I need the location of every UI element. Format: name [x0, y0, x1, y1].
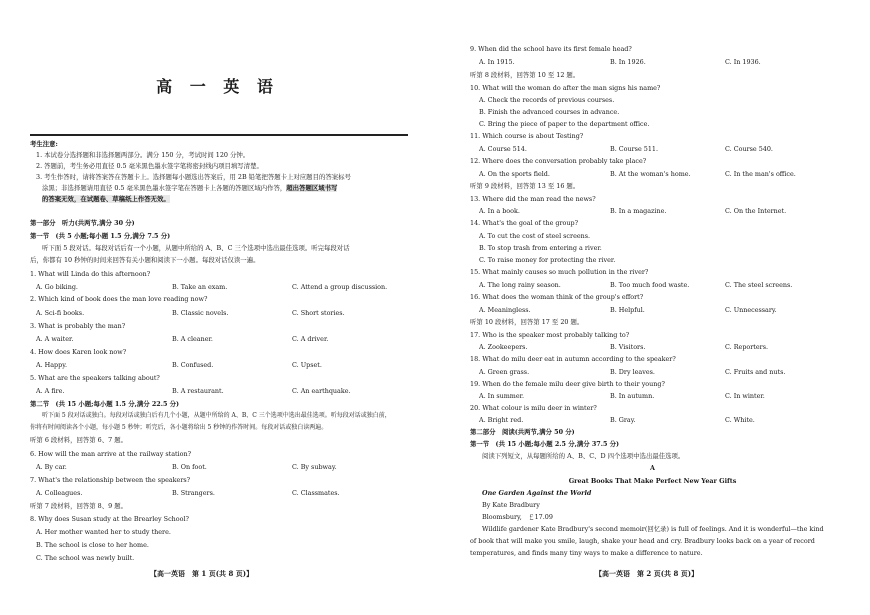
q7-option-c: C. Classmates. — [292, 489, 340, 497]
q19-option-c: C. In winter. — [725, 392, 765, 400]
q12-option-c: C. In the man's office. — [725, 170, 796, 178]
q12-option-a: A. On the sports field. — [479, 170, 550, 178]
book-author: By Kate Bradbury — [482, 501, 540, 509]
book-title: One Garden Against the World — [482, 489, 592, 497]
q11-option-c: C. Course 540. — [725, 145, 773, 153]
q10-option-a: A. Check the records of previous courses. — [479, 96, 615, 104]
question-8: 8. Why does Susan study at the Brearley School? — [30, 515, 189, 523]
question-13: 13. Where did the man read the news? — [470, 195, 596, 203]
question-11: 11. Which course is about Testing? — [470, 132, 584, 140]
question-3: 3. What is probably the man? — [30, 322, 126, 330]
sec1-heading: 第一节 (共 5 小题;每小题 1.5 分,满分 7.5 分) — [30, 232, 171, 240]
q5-option-c: C. An earthquake. — [292, 387, 351, 395]
q8-option-b: B. The school is close to her home. — [36, 541, 149, 549]
sec2-material-7: 听第 7 段材料，回答第 8、9 题。 — [30, 502, 128, 510]
q19-option-b: B. In autumn. — [610, 392, 655, 400]
q11-option-a: A. Course 514. — [479, 145, 527, 153]
notice-line-1: 1. 本试卷分选择题和非选择题两部分。满分 150 分，考试时间 120 分钟。 — [36, 151, 250, 159]
question-7: 7. What's the relationship between the speakers? — [30, 476, 191, 484]
passage-title: Great Books That Make Perfect New Year Gifts — [568, 477, 737, 485]
q16-option-a: A. Meaningless. — [479, 306, 531, 314]
right-page — [435, 0, 870, 615]
question-2: 2. Which kind of book does the man love reading now? — [30, 295, 208, 303]
q4-option-c: C. Upset. — [292, 361, 322, 369]
q2-option-a: A. Sci-fi books. — [36, 309, 85, 317]
q3-option-c: C. A driver. — [292, 335, 329, 343]
q1-option-b: B. Take an exam. — [172, 283, 228, 291]
q10-option-c: C. Bring the piece of paper to the department office. — [479, 120, 650, 128]
q5-option-b: B. A restaurant. — [172, 387, 224, 395]
q13-option-a: A. In a book. — [479, 207, 520, 215]
question-5: 5. What are the speakers talking about? — [30, 374, 160, 382]
q4-option-a: A. Happy. — [36, 361, 68, 369]
question-6: 6. How will the man arrive at the railway station? — [30, 450, 192, 458]
left-footer: 【高一英语 第 1 页(共 8 页)】 — [150, 569, 254, 578]
question-1: 1. What will Linda do this afternoon? — [30, 270, 151, 278]
reading-sec1-heading: 第一节 (共 15 小题;每小题 2.5 分,满分 37.5 分) — [470, 440, 620, 448]
q14-option-b: B. To stop trash from entering a river. — [479, 244, 602, 252]
q17-option-b: B. Visitors. — [610, 343, 646, 351]
notice-header: 考生注意: — [30, 140, 58, 148]
notice-line-4-text: 涂黑；非选择题请用直径 0.5 毫米黑色墨水签字笔在答题卡上各题的答题区域内作答， — [42, 184, 287, 192]
question-18: 18. What do milu deer eat in autumn according to the speaker? — [470, 355, 676, 363]
q18-option-b: B. Dry leaves. — [610, 368, 655, 376]
book-description-1: Wildlife gardener Kate Bradbury's second memoir(回忆录) is full of feelings. And it is wonderful—the kind — [482, 525, 824, 533]
question-10: 10. What will the woman do after the man signs his name? — [470, 84, 661, 92]
book-description-2: of book that will make you smile, laugh, shake your head and cry. Bradbury looks back on a year of record — [470, 537, 815, 545]
q8-option-a: A. Her mother wanted her to study there. — [36, 528, 171, 536]
q15-option-c: C. The steel screens. — [725, 281, 793, 289]
sec2-heading: 第二节 (共 15 小题;每小题 1.5 分,满分 22.5 分) — [30, 400, 180, 408]
sec2-instruction-3: 听第 6 段材料，回答第 6、7 题。 — [30, 436, 128, 444]
q19-option-a: A. In summer. — [479, 392, 525, 400]
q14-option-c: C. To raise money for protecting the river. — [479, 256, 616, 264]
question-20: 20. What colour is milu deer in winter? — [470, 404, 597, 412]
q20-option-c: C. White. — [725, 416, 755, 424]
q17-option-a: A. Zookeepers. — [479, 343, 528, 351]
q14-option-a: A. To cut the cost of steel screens. — [479, 232, 591, 240]
book-description-3: temperatures, and finds many tiny ways to make a difference to nature. — [470, 549, 703, 557]
q15-option-a: A. The long rainy season. — [479, 281, 561, 289]
question-16: 16. What does the woman think of the group's effort? — [470, 293, 644, 301]
question-4: 4. How does Karen look now? — [30, 348, 127, 356]
part2-heading: 第二部分 阅读(共两节,满分 50 分) — [470, 428, 575, 436]
q6-option-a: A. By car. — [36, 463, 67, 471]
q11-option-b: B. Course 511. — [610, 145, 658, 153]
q17-option-c: C. Reporters. — [725, 343, 769, 351]
q8-option-c: C. The school was newly built. — [36, 554, 135, 562]
q3-option-a: A. A waiter. — [36, 335, 74, 343]
q3-option-b: B. A cleaner. — [172, 335, 213, 343]
q6-option-b: B. On foot. — [172, 463, 207, 471]
q15-option-b: B. Too much food waste. — [610, 281, 690, 289]
q9-option-a: A. In 1915. — [479, 58, 515, 66]
right-footer: 【高一英语 第 2 页(共 8 页)】 — [595, 569, 699, 578]
q20-option-b: B. Gray. — [610, 416, 636, 424]
q12-option-b: B. At the woman's home. — [610, 170, 691, 178]
sec1-instruction-1: 听下面 5 段对话。每段对话后有一个小题，从题中所给的 A、B、C 三个选项中选出最佳选项。听完每段对话 — [42, 244, 350, 252]
q18-option-c: C. Fruits and nuts. — [725, 368, 786, 376]
passage-letter: A — [650, 464, 655, 472]
title-rule — [30, 134, 408, 136]
q7-option-b: B. Strangers. — [172, 489, 215, 497]
reading-sec1-instruction: 阅读下列短文，从每题所给的 A、B、C、D 四个选项中选出最佳选项。 — [482, 452, 685, 460]
q20-option-a: A. Bright red. — [479, 416, 524, 424]
notice-line-4-emph: 超出答题区域书写 — [286, 184, 338, 192]
q10-option-b: B. Finish the advanced courses in advance. — [479, 108, 620, 116]
page-title: 高 一 英 语 — [156, 77, 279, 96]
question-15: 15. What mainly causes so much pollution in the river? — [470, 268, 649, 276]
question-12: 12. Where does the conversation probably take place? — [470, 157, 647, 165]
book-publisher: Bloomsbury, ￡17.09 — [482, 513, 553, 521]
notice-line-4 — [42, 184, 337, 192]
q16-option-c: C. Unnecessary. — [725, 306, 777, 314]
material-10: 听第 10 段材料，回答第 17 至 20 题。 — [470, 318, 584, 326]
part1-heading: 第一部分 听力(共两节,满分 30 分) — [30, 219, 135, 227]
q6-option-c: C. By subway. — [292, 463, 337, 471]
q13-option-c: C. On the Internet. — [725, 207, 787, 215]
q1-option-a: A. Go biking. — [36, 283, 78, 291]
sec1-instruction-2: 后，你都有 10 秒钟的时间来回答有关小题和阅读下一小题。每段对话仅读一遍。 — [30, 256, 260, 264]
q2-option-c: C. Short stories. — [292, 309, 345, 317]
question-9: 9. When did the school have its first female head? — [470, 45, 632, 53]
question-17: 17. Who is the speaker most probably talking to? — [470, 331, 630, 339]
q1-option-c: C. Attend a group discussion. — [292, 283, 388, 291]
question-14: 14. What's the goal of the group? — [470, 219, 579, 227]
q16-option-b: B. Helpful. — [610, 306, 645, 314]
notice-line-3: 3. 考生作答时，请将答案答在答题卡上。选择题每小题选出答案后，用 2B 铅笔把答题卡上对应题目的答案标号 — [36, 173, 351, 181]
q18-option-a: A. Green grass. — [479, 368, 530, 376]
material-9: 听第 9 段材料，回答第 13 至 16 题。 — [470, 182, 580, 190]
notice-line-2: 2. 答题前，考生务必用直径 0.5 毫米黑色墨水签字笔将密封线内项目填写清楚。 — [36, 162, 263, 170]
q13-option-b: B. In a magazine. — [610, 207, 667, 215]
sec2-instruction-1: 听下面 5 段对话或独白。每段对话或独白后有几个小题，从题中所给的 A、B、C 三个选项中选出最佳选项。听每段对话或独白前， — [42, 412, 391, 419]
material-8: 听第 8 段材料，回答第 10 至 12 题。 — [470, 71, 580, 79]
q9-option-c: C. In 1936. — [725, 58, 761, 66]
sec2-instruction-2: 你将有时间阅读各个小题，每小题 5 秒钟；听完后，各小题将给出 5 秒钟的作答时间。每段对话或独白读两遍。 — [30, 424, 328, 431]
q7-option-a: A. Colleagues. — [36, 489, 83, 497]
q2-option-b: B. Classic novels. — [172, 309, 229, 317]
question-19: 19. When do the female milu deer give birth to their young? — [470, 380, 665, 388]
notice-line-5: 的答案无效，在试题卷、草稿纸上作答无效。 — [42, 195, 170, 203]
q4-option-b: B. Confused. — [172, 361, 214, 369]
q5-option-a: A. A fire. — [36, 387, 65, 395]
q9-option-b: B. In 1926. — [610, 58, 646, 66]
